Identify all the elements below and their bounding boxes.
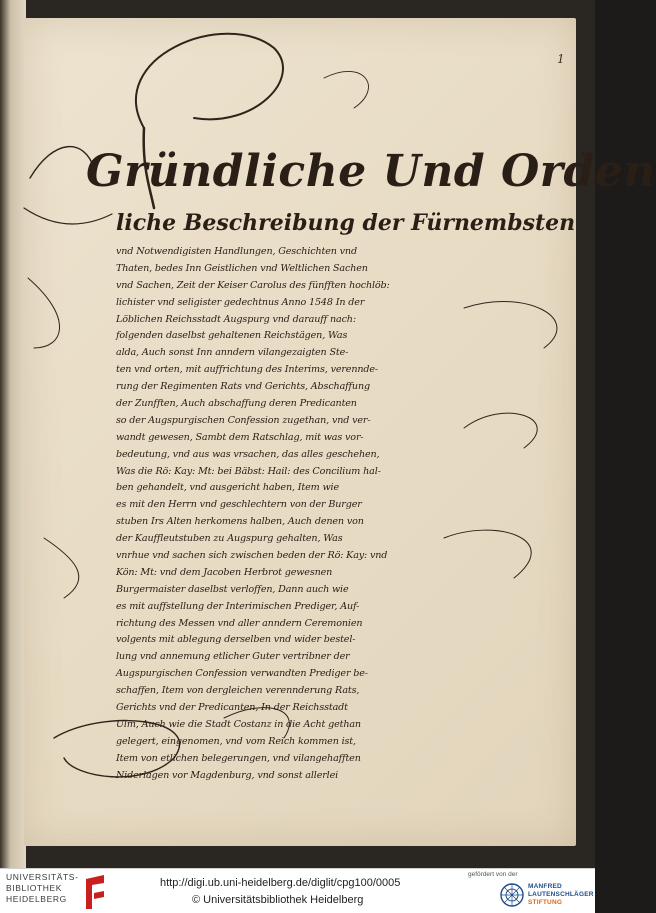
body-line: stuben Irs Alten herkomens halben, Auch denen von [116,516,364,528]
body-line: es mit auffstellung der Interimischen Prediger, Auf- [116,600,360,612]
body-line: Thaten, bedes Inn Geistlichen vnd Weltlichen Sachen [116,262,368,274]
body-line: schaffen, Item von dergleichen verennderung Rats, [116,685,360,697]
university-library-logo[interactable] [6,872,82,905]
body-line: Item von etlichen belegerungen, vnd vilangehafften [116,752,361,764]
library-name-line: BIBLIOTHEK [6,883,63,893]
document-url-link[interactable]: http://digi.ub.uni-heidelberg.de/diglit/cpg100/0005 [160,877,401,889]
body-line: vnd Notwendigisten Handlungen, Geschichten vnd [116,246,357,257]
body-line: Was die Rö: Kay: Mt: bei Bäbst: Hail: des Concilium hal- [116,465,381,477]
body-line: wandt gewesen, Sambt dem Ratschlag, mit was vor- [116,431,364,443]
book-binding-edge [0,0,26,868]
body-line: Niderlagen vor Magdenburg, vnd sonst allerlei [116,769,339,781]
body-line: vnd Sachen, Zeit der Keiser Carolus des fünfften hochlöb: [116,279,390,291]
manuscript-body-text [116,244,486,785]
body-line: es mit den Herrn vnd geschlechtern von der Burger [116,499,362,511]
body-line: gelegert, eingenomen, vnd vom Reich kommen ist, [116,735,356,747]
sponsor-label: gefördert von der [468,871,518,878]
body-line: bedeutung, vnd aus was vrsachen, das alles geschehen, [116,448,380,460]
body-line: ben gehandelt, vnd ausgericht haben, Item wie [116,482,339,494]
sponsor-name[interactable] [528,883,594,907]
sponsor-name-line: MANFRED [528,883,562,890]
body-line: volgents mit ablegung derselben vnd wider bestel- [116,634,356,646]
library-name-line: UNIVERSITÄTS- [6,872,79,882]
body-line: richtung des Messen vnd aller anndern Ceremonien [116,617,363,629]
body-line: Augspurgischen Confession verwandten Prediger be- [116,668,368,680]
library-name-line: HEIDELBERG [6,894,67,904]
body-line: Gerichts vnd der Predicanten, In der Reichsstadt [116,702,348,714]
folio-number: 1 [557,52,565,66]
body-line: so der Augspurgischen Confession zugethan, vnd ver- [116,414,371,426]
body-line: Kön: Mt: vnd dem Jacoben Herbrot gewesnen [116,566,333,578]
sponsor-name-line: STIFTUNG [528,899,563,906]
body-line: Ulm, Auch wie die Stadt Costanz in die Acht gethan [116,718,361,730]
sponsor-name-line: LAUTENSCHLÄGER [528,891,594,898]
body-line: lichister vnd seligister gedechtnus Anno 1548 In der [116,296,365,308]
foundation-seal-icon [500,883,524,907]
body-line: der Kauffleutstuben zu Augspurg gehalten, Was [116,533,343,545]
footer-bar [0,868,595,913]
body-line: der Zunfften, Auch abschaffung deren Predicanten [116,398,357,410]
body-line: ten vnd orten, mit auffrichtung des Interims, verennde- [116,364,379,376]
manuscript-title-line-2: liche Beschreibung der Fürnembsten [116,210,576,236]
manuscript-page [24,18,656,846]
body-line: alda, Auch sonst Inn anndern vilangezaigten Ste- [116,347,349,359]
body-line: folgenden daselbst gehaltenen Reichstägen, Was [116,330,348,342]
copyright-notice: © Universitätsbibliothek Heidelberg [192,894,364,906]
body-line: vnrhue vnd sachen sich zwischen beden der Rö: Kay: vnd [116,550,388,562]
body-line: rung der Regimenten Rats vnd Gerichts, Abschaffung [116,381,370,393]
body-line: Burgermaister daselbst verloffen, Dann auch wie [116,583,349,595]
manuscript-title-line-1: Gründliche Und Orden [86,146,656,197]
library-emblem-icon [82,873,108,911]
body-line: Löblichen Reichsstadt Augspurg vnd darauff nach: [116,313,356,325]
body-line: lung vnd annemung etlicher Guter vertribner der [116,651,350,663]
